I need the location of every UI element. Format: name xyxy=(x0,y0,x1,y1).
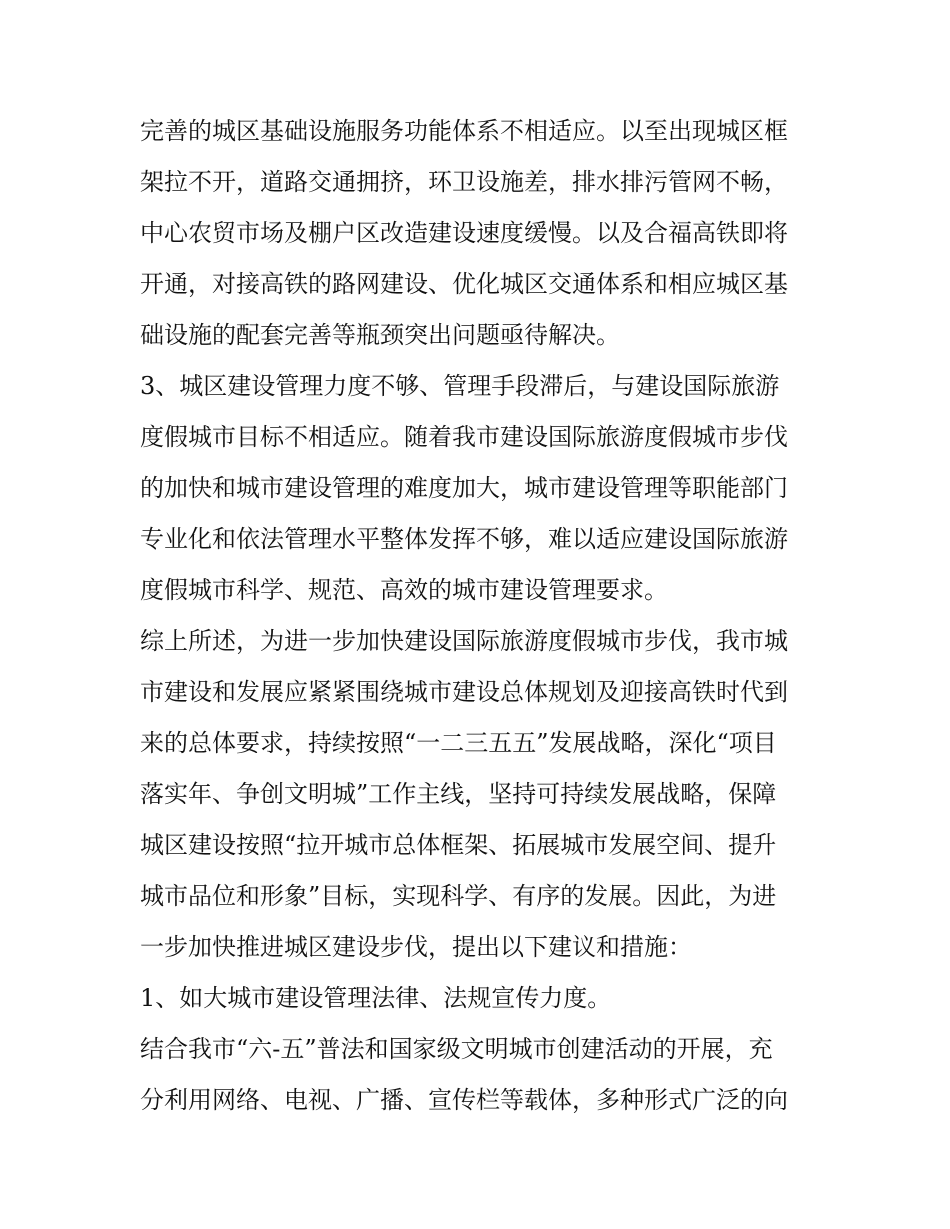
text-line: 1、如大城市建设管理法律、法规宣传力度。 xyxy=(140,984,612,1012)
text-line: 市建设和发展应紧紧围绕城市建设总体规划及迎接高铁时代到 xyxy=(140,678,788,706)
text-line: 度假城市目标不相适应。随着我市建设国际旅游度假城市步伐 xyxy=(140,423,788,451)
text-line: 城市品位和形象”目标，实现科学、有序的发展。因此，为进 xyxy=(140,882,777,910)
text-line: 度假城市科学、规范、高效的城市建设管理要求。 xyxy=(140,576,668,604)
text-line: 落实年、争创文明城”工作主线，坚持可持续发展战略，保障 xyxy=(140,780,777,808)
text-line: 3、城区建设管理力度不够、管理手段滞后，与建设国际旅游 xyxy=(140,372,780,400)
text-line: 开通，对接高铁的路网建设、优化城区交通体系和相应城区基 xyxy=(140,270,788,298)
text-line: 城区建设按照“拉开城市总体框架、拓展城市发展空间、提升 xyxy=(140,831,777,859)
text-line: 综上所述，为进一步加快建设国际旅游度假城市步伐，我市城 xyxy=(140,627,788,655)
text-line: 完善的城区基础设施服务功能体系不相适应。以至出现城区框 xyxy=(140,117,788,145)
text-line: 础设施的配套完善等瓶颈突出问题亟待解决。 xyxy=(140,321,620,349)
text-line: 一步加快推进城区建设步伐，提出以下建议和措施： xyxy=(140,933,692,961)
text-line: 专业化和依法管理水平整体发挥不够，难以适应建设国际旅游 xyxy=(140,525,788,553)
text-line: 架拉不开，道路交通拥挤，环卫设施差，排水排污管网不畅， xyxy=(140,168,788,196)
document-body xyxy=(140,106,820,1126)
text-line: 的加快和城市建设管理的难度加大，城市建设管理等职能部门 xyxy=(140,474,788,502)
text-line: 来的总体要求，持续按照“一二三五五”发展战略，深化“项目 xyxy=(140,729,777,757)
text-line: 结合我市“六-五”普法和国家级文明城市创建活动的开展，充 xyxy=(140,1035,773,1063)
text-line: 中心农贸市场及棚户区改造建设速度缓慢。以及合福高铁即将 xyxy=(140,219,788,247)
text-line: 分利用网络、电视、广播、宣传栏等载体，多种形式广泛的向 xyxy=(140,1086,788,1114)
